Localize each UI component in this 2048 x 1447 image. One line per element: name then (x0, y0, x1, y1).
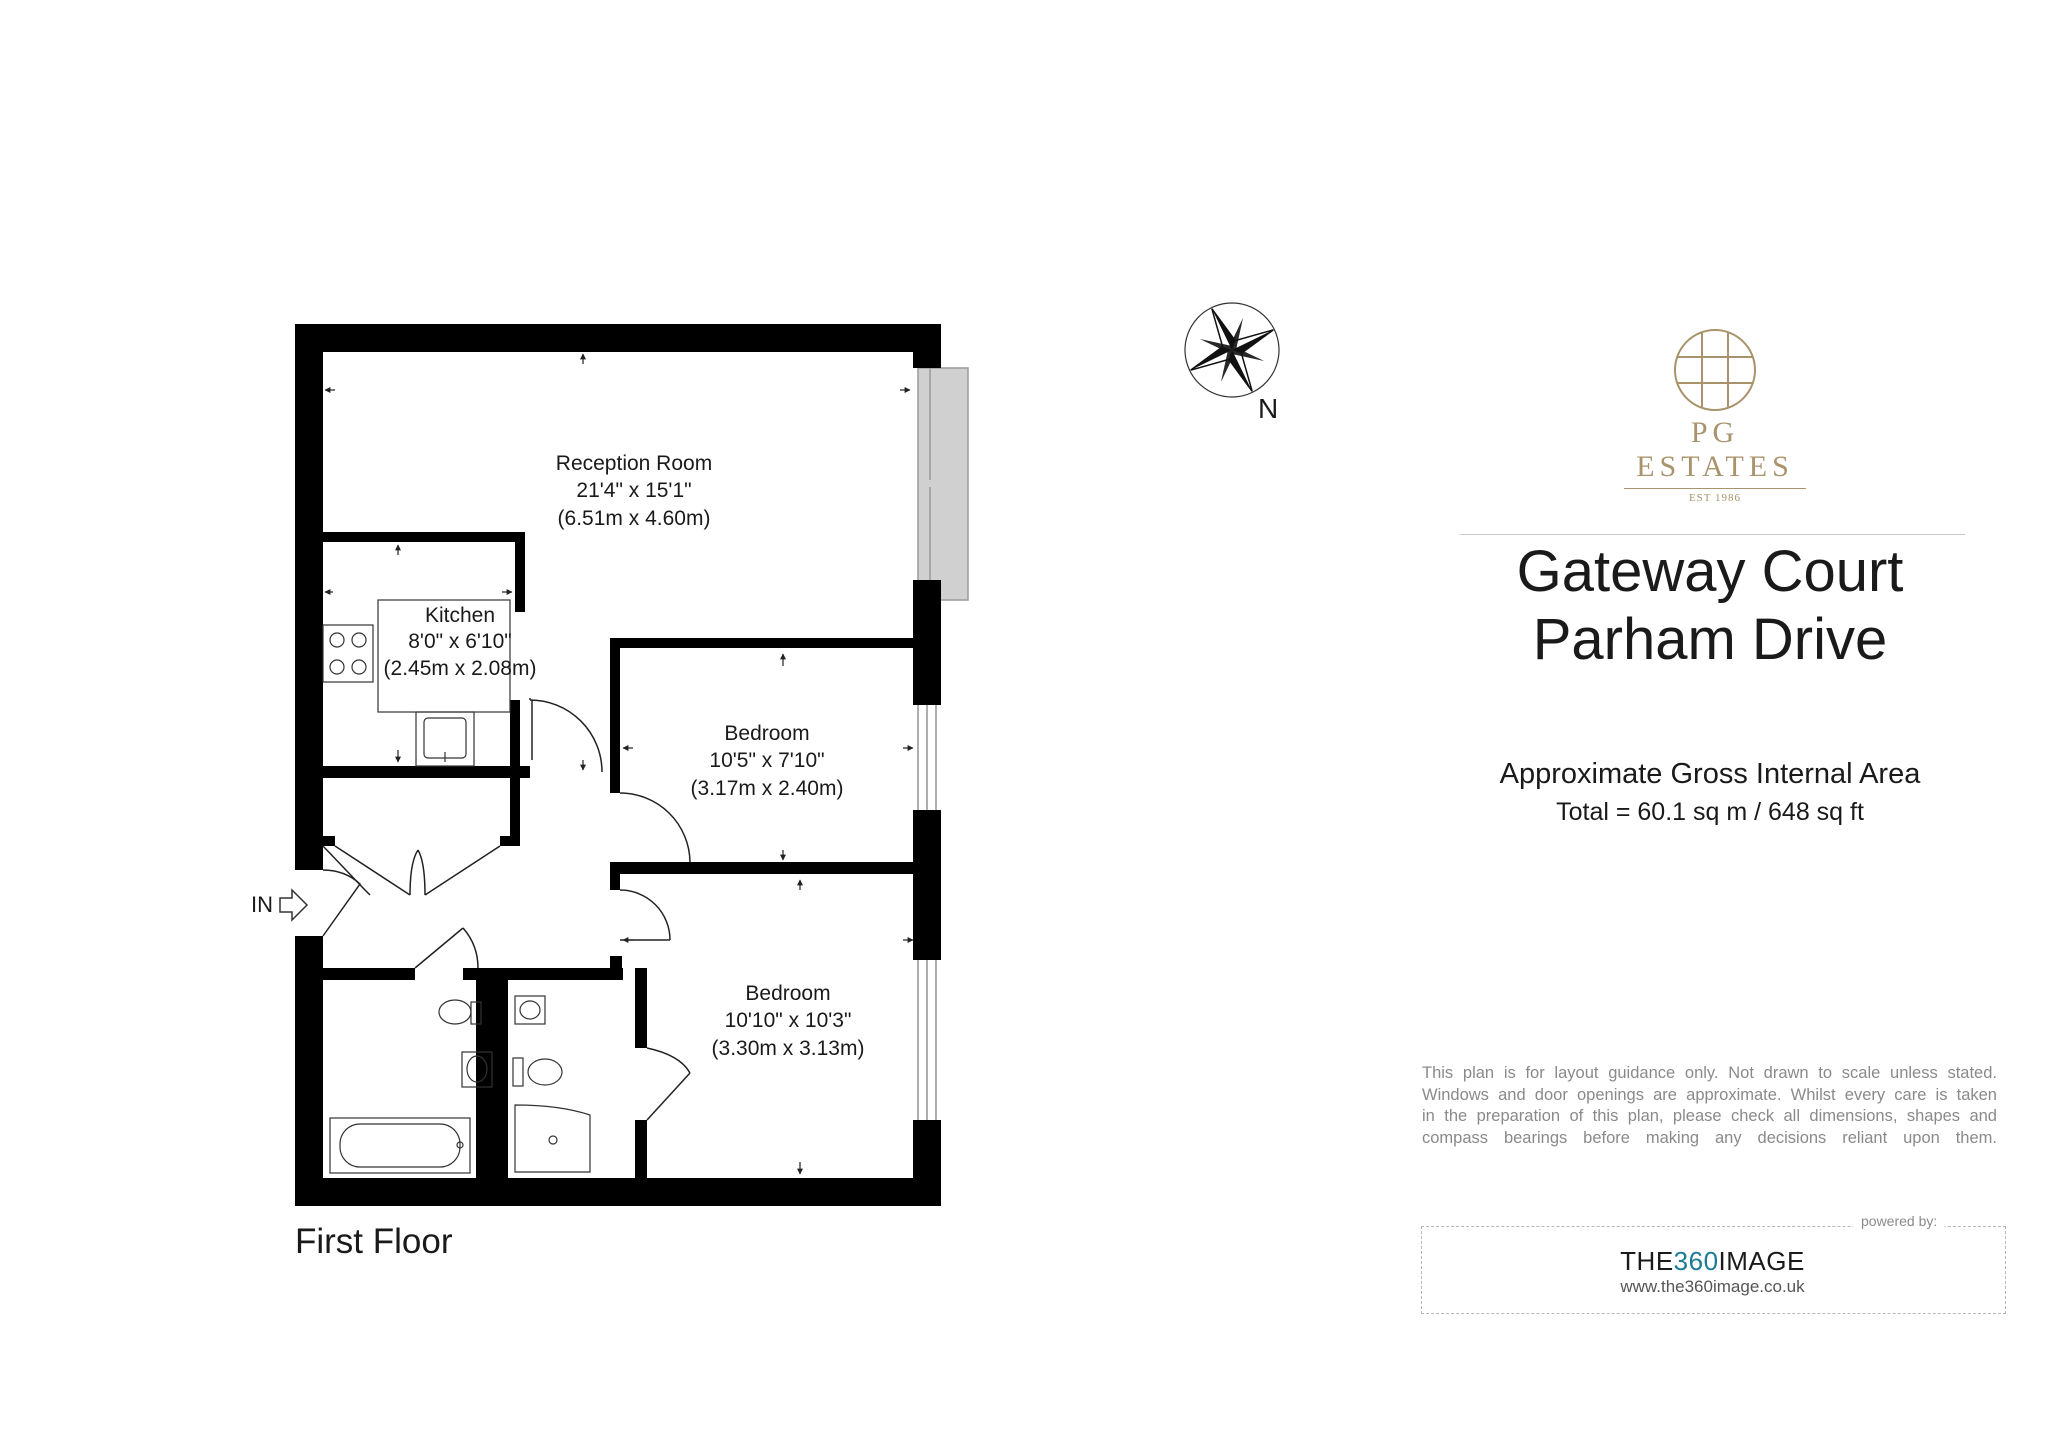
brand-accent: 360 (1673, 1246, 1719, 1276)
agent-logo (1610, 328, 1820, 504)
disclaimer-line: in the preparation of this plan, please check all dimensions, shapes and (1422, 1107, 1997, 1125)
brand-part: THE (1620, 1246, 1674, 1276)
room-label-bedroom-1 (691, 722, 844, 800)
the360image-url[interactable]: www.the360image.co.uk (1620, 1277, 1805, 1296)
balcony (918, 368, 968, 600)
disclaimer (1422, 1063, 1997, 1149)
room-size-imperial: 21'4" x 15'1" (576, 479, 692, 502)
entrance-arrow-icon (280, 890, 307, 920)
internal-walls (323, 532, 930, 1178)
room-size-metric: (6.51m x 4.60m) (557, 507, 711, 530)
bathroom-fittings (330, 996, 590, 1173)
hob-ring-icon (330, 633, 344, 647)
disclaimer-line: Windows and door openings are approximate. Whilst every care is taken (1422, 1085, 1997, 1104)
property-name: Gateway Court (1516, 539, 1904, 604)
floor-label: First Floor (295, 1222, 453, 1261)
toilet-icon (439, 1000, 471, 1024)
divider (1460, 534, 1965, 535)
room-label-reception (556, 452, 712, 530)
area-total: Total = 60.1 sq m / 648 sq ft (1556, 798, 1864, 826)
room-label-bedroom-2 (712, 982, 865, 1060)
room-label-kitchen (384, 604, 537, 680)
room-size-imperial: 8'0" x 6'10" (408, 630, 512, 653)
shower-tray-icon (515, 1105, 590, 1172)
area-title: Approximate Gross Internal Area (1499, 758, 1921, 790)
room-size-metric: (2.45m x 2.08m) (383, 657, 537, 680)
agent-established: EST 1986 (1624, 488, 1806, 504)
compass-north-label: N (1258, 393, 1279, 424)
brand-part: IMAGE (1718, 1246, 1805, 1276)
room-name: Reception Room (555, 452, 713, 475)
disclaimer-line: compass bearings before making any decisions reliant upon them. (1422, 1128, 1997, 1147)
room-size-imperial: 10'5" x 7'10" (709, 749, 825, 772)
room-name: Bedroom (745, 982, 831, 1005)
room-size-metric: (3.17m x 2.40m) (690, 777, 844, 800)
room-name: Kitchen (424, 604, 496, 627)
property-street: Parham Drive (1532, 607, 1888, 672)
entrance-label: IN (251, 892, 273, 917)
room-size-metric: (3.30m x 3.13m) (711, 1037, 865, 1060)
powered-by-label: powered by: (1853, 1213, 1945, 1229)
agent-name: PG ESTATES (1636, 416, 1794, 483)
the360image-brand[interactable] (1421, 1246, 2004, 1277)
room-size-imperial: 10'10" x 10'3" (724, 1009, 852, 1032)
disclaimer-line: This plan is for layout guidance only. Not drawn to scale unless stated. (1422, 1064, 1997, 1082)
room-name: Bedroom (724, 722, 810, 745)
